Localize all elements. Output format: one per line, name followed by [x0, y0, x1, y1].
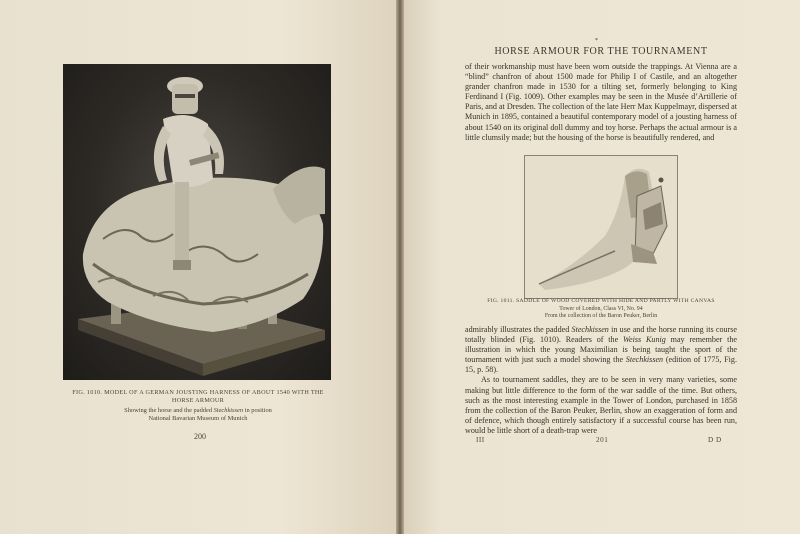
p2-a-italic: Stechkissen — [571, 325, 609, 334]
p2-b: in use and the horse running its course totally blinded (Fig. 1010). Readers of the — [465, 325, 737, 345]
book-gutter — [396, 0, 404, 534]
p2-c: may remember the illustration in which the young Maximilian is being taught the sport of the tournament with just such a model showing the — [465, 335, 737, 365]
gathering-mark: D D — [708, 436, 722, 444]
plate-caption-line1-italic: Stechkissen — [213, 407, 244, 414]
figure-caption-title: FIG. 1011. SADDLE OF WOOD COVERED WITH HIDE AND PARTLY WITH CANVAS — [487, 298, 715, 304]
p2-d: (edition of 1775, Fig. 15, p. 58). — [465, 355, 737, 375]
running-head: HORSE ARMOUR FOR THE TOURNAMENT — [494, 46, 708, 57]
left-page-number: 200 — [194, 432, 206, 441]
plate-caption-line1-pre: Showing the horse and the padded — [124, 407, 214, 414]
p2-c-italic: Stechkissen — [625, 355, 664, 365]
p2-b-italic: Weiss Kunig — [623, 335, 666, 345]
figure-caption-subtitle — [470, 306, 732, 321]
plate-photo-jousting-model — [63, 64, 331, 380]
paragraph-lower — [465, 325, 737, 436]
right-page-number: 201 — [596, 436, 609, 444]
figure-caption-line2: From the collection of the Baron Peuker, Berlin — [544, 313, 658, 320]
figure-saddle-photo — [524, 155, 678, 299]
paragraph-upper — [465, 62, 737, 143]
p2-a: admirably illustrates the padded — [465, 325, 572, 334]
plate-caption-subtitle — [70, 407, 326, 423]
figure-caption-line1: Tower of London, Class VI, No. 94 — [559, 306, 643, 312]
plate-caption-line2: National Bavarian Museum of Munich — [148, 415, 248, 422]
jousting-model-illustration — [63, 64, 331, 380]
plate-caption-title: FIG. 1010. MODEL OF A GERMAN JOUSTING HARNESS OF ABOUT 1540 WITH THE HORSE ARMOUR — [72, 389, 324, 404]
plate-caption-line1-post: in position — [243, 407, 272, 414]
paragraph-1: of their workmanship must have been worn outside the trappings. At Vienna are a “blind” chanfron of about 1500 made for Philip I of Castile, and an altogether grander chanfron made in 1530 for a tilting set, formerly belonging to King Ferdinand I (Fig. 1009). Other examples may be seen in the Musée d’Artillerie of Paris, and at Dresden. The collection of the late Herr Max Kuppelmayr, dispersed at Munich in 1895, contained a beautiful contemporary model of a jousting harness of about 1540 on its original doll dummy and toy horse. Perhaps the actual armour is a little clumsily made; but the housing of the horse is beautifully rendered, and — [465, 62, 737, 142]
signature-mark: III — [476, 436, 485, 444]
paragraph-2 — [465, 325, 737, 375]
saddle-illustration — [525, 156, 677, 298]
running-head-ornament: * — [595, 38, 598, 44]
paragraph-3: As to tournament saddles, they are to be seen in very many varieties, some making but little difference to the form of the war saddle of the time. But others, such as the most interesting example in the Tower of London, purchased in 1858 from the collection of the Baron Peuker, Berlin, show an exaggeration of form and of defence, which though entirely satisfactory if a successful course has been run, would be little short of a death-trap were — [465, 375, 737, 435]
